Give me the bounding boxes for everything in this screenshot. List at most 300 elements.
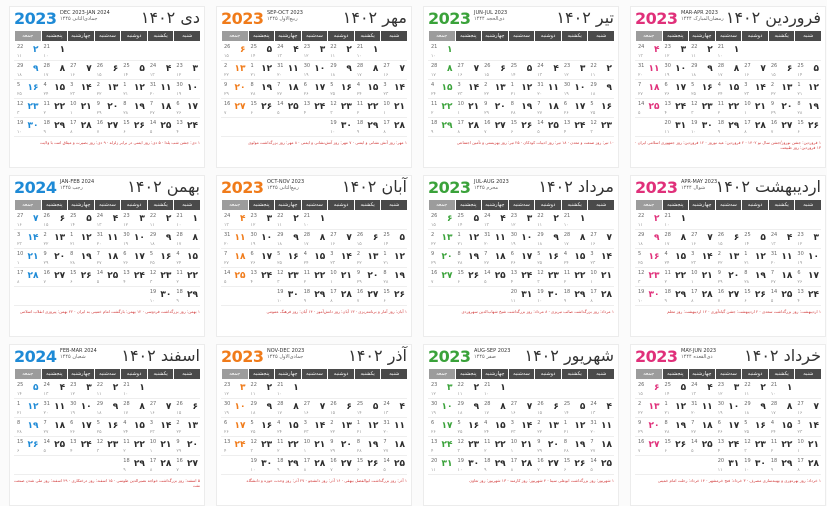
day-cell[interactable] — [302, 42, 328, 60]
day-cell[interactable] — [509, 287, 535, 305]
day-cell[interactable] — [15, 230, 41, 248]
day-cell[interactable] — [535, 99, 561, 117]
day-cell[interactable] — [482, 287, 508, 305]
day-cell[interactable] — [636, 249, 662, 267]
day-cell[interactable] — [509, 268, 535, 286]
day-cell[interactable] — [302, 437, 328, 455]
day-cell[interactable] — [302, 287, 328, 305]
day-cell[interactable] — [689, 230, 715, 248]
day-cell[interactable] — [795, 249, 821, 267]
day-cell[interactable] — [328, 249, 354, 267]
day-cell[interactable] — [328, 287, 354, 305]
day-cell[interactable] — [482, 99, 508, 117]
day-cell[interactable] — [456, 230, 482, 248]
day-cell[interactable] — [429, 99, 455, 117]
day-cell[interactable] — [174, 456, 200, 474]
day-cell[interactable] — [716, 99, 742, 117]
day-cell[interactable] — [588, 61, 614, 79]
day-cell[interactable] — [15, 437, 41, 455]
day-cell[interactable] — [275, 249, 301, 267]
day-cell[interactable] — [742, 399, 768, 417]
day-cell[interactable] — [95, 399, 121, 417]
day-cell[interactable] — [663, 456, 689, 474]
day-cell[interactable] — [249, 211, 275, 229]
day-cell[interactable] — [68, 456, 94, 474]
day-cell[interactable] — [636, 42, 662, 60]
day-cell[interactable] — [148, 456, 174, 474]
day-cell[interactable] — [456, 80, 482, 98]
day-cell[interactable] — [15, 42, 41, 60]
day-cell[interactable] — [636, 118, 662, 136]
day-cell[interactable] — [562, 99, 588, 117]
day-cell[interactable] — [68, 211, 94, 229]
day-cell[interactable] — [174, 42, 200, 60]
day-cell[interactable] — [456, 249, 482, 267]
day-cell[interactable] — [716, 456, 742, 474]
day-cell[interactable] — [562, 80, 588, 98]
day-cell[interactable] — [95, 249, 121, 267]
day-cell[interactable] — [249, 399, 275, 417]
day-cell[interactable] — [95, 80, 121, 98]
day-cell[interactable] — [509, 211, 535, 229]
day-cell[interactable] — [222, 42, 248, 60]
day-cell[interactable] — [663, 418, 689, 436]
day-cell[interactable] — [482, 80, 508, 98]
day-cell[interactable] — [302, 211, 328, 229]
day-cell[interactable] — [716, 268, 742, 286]
day-cell[interactable] — [482, 211, 508, 229]
day-cell[interactable] — [663, 437, 689, 455]
day-cell[interactable] — [742, 211, 768, 229]
day-cell[interactable] — [68, 61, 94, 79]
day-cell[interactable] — [535, 437, 561, 455]
day-cell[interactable] — [636, 380, 662, 398]
day-cell[interactable] — [381, 399, 407, 417]
day-cell[interactable] — [689, 418, 715, 436]
day-cell[interactable] — [15, 418, 41, 436]
day-cell[interactable] — [148, 211, 174, 229]
day-cell[interactable] — [275, 118, 301, 136]
day-cell[interactable] — [355, 230, 381, 248]
day-cell[interactable] — [381, 287, 407, 305]
day-cell[interactable] — [68, 80, 94, 98]
day-cell[interactable] — [275, 211, 301, 229]
day-cell[interactable] — [742, 380, 768, 398]
day-cell[interactable] — [769, 42, 795, 60]
day-cell[interactable] — [328, 380, 354, 398]
day-cell[interactable] — [429, 418, 455, 436]
day-cell[interactable] — [742, 230, 768, 248]
day-cell[interactable] — [663, 380, 689, 398]
day-cell[interactable] — [562, 230, 588, 248]
day-cell[interactable] — [249, 380, 275, 398]
day-cell[interactable] — [795, 80, 821, 98]
day-cell[interactable] — [509, 80, 535, 98]
day-cell[interactable] — [381, 99, 407, 117]
day-cell[interactable] — [689, 456, 715, 474]
day-cell[interactable] — [328, 61, 354, 79]
day-cell[interactable] — [174, 399, 200, 417]
day-cell[interactable] — [15, 268, 41, 286]
day-cell[interactable] — [121, 418, 147, 436]
day-cell[interactable] — [148, 380, 174, 398]
day-cell[interactable] — [222, 287, 248, 305]
day-cell[interactable] — [509, 118, 535, 136]
day-cell[interactable] — [42, 230, 68, 248]
day-cell[interactable] — [249, 287, 275, 305]
day-cell[interactable] — [222, 456, 248, 474]
day-cell[interactable] — [588, 80, 614, 98]
day-cell[interactable] — [742, 437, 768, 455]
day-cell[interactable] — [795, 287, 821, 305]
day-cell[interactable] — [482, 399, 508, 417]
day-cell[interactable] — [174, 268, 200, 286]
day-cell[interactable] — [769, 230, 795, 248]
day-cell[interactable] — [663, 99, 689, 117]
day-cell[interactable] — [42, 418, 68, 436]
day-cell[interactable] — [535, 380, 561, 398]
day-cell[interactable] — [68, 437, 94, 455]
day-cell[interactable] — [121, 80, 147, 98]
day-cell[interactable] — [328, 42, 354, 60]
day-cell[interactable] — [275, 456, 301, 474]
day-cell[interactable] — [275, 230, 301, 248]
day-cell[interactable] — [689, 437, 715, 455]
day-cell[interactable] — [636, 230, 662, 248]
day-cell[interactable] — [535, 249, 561, 267]
day-cell[interactable] — [795, 99, 821, 117]
day-cell[interactable] — [174, 437, 200, 455]
day-cell[interactable] — [509, 456, 535, 474]
day-cell[interactable] — [636, 456, 662, 474]
day-cell[interactable] — [381, 456, 407, 474]
day-cell[interactable] — [249, 80, 275, 98]
day-cell[interactable] — [121, 249, 147, 267]
day-cell[interactable] — [381, 437, 407, 455]
day-cell[interactable] — [588, 268, 614, 286]
day-cell[interactable] — [174, 118, 200, 136]
day-cell[interactable] — [42, 249, 68, 267]
day-cell[interactable] — [689, 61, 715, 79]
day-cell[interactable] — [795, 211, 821, 229]
day-cell[interactable] — [275, 287, 301, 305]
day-cell[interactable] — [588, 42, 614, 60]
day-cell[interactable] — [95, 61, 121, 79]
day-cell[interactable] — [429, 80, 455, 98]
day-cell[interactable] — [769, 99, 795, 117]
day-cell[interactable] — [42, 456, 68, 474]
day-cell[interactable] — [302, 380, 328, 398]
day-cell[interactable] — [588, 399, 614, 417]
day-cell[interactable] — [509, 42, 535, 60]
day-cell[interactable] — [456, 287, 482, 305]
day-cell[interactable] — [42, 287, 68, 305]
day-cell[interactable] — [716, 61, 742, 79]
day-cell[interactable] — [222, 61, 248, 79]
day-cell[interactable] — [15, 249, 41, 267]
day-cell[interactable] — [355, 249, 381, 267]
day-cell[interactable] — [535, 399, 561, 417]
day-cell[interactable] — [535, 118, 561, 136]
day-cell[interactable] — [769, 80, 795, 98]
day-cell[interactable] — [95, 99, 121, 117]
day-cell[interactable] — [562, 42, 588, 60]
day-cell[interactable] — [663, 61, 689, 79]
day-cell[interactable] — [588, 230, 614, 248]
day-cell[interactable] — [42, 268, 68, 286]
day-cell[interactable] — [121, 230, 147, 248]
day-cell[interactable] — [275, 380, 301, 398]
day-cell[interactable] — [636, 80, 662, 98]
day-cell[interactable] — [716, 230, 742, 248]
day-cell[interactable] — [68, 118, 94, 136]
day-cell[interactable] — [15, 211, 41, 229]
day-cell[interactable] — [636, 99, 662, 117]
day-cell[interactable] — [68, 42, 94, 60]
day-cell[interactable] — [249, 99, 275, 117]
day-cell[interactable] — [95, 287, 121, 305]
day-cell[interactable] — [769, 249, 795, 267]
day-cell[interactable] — [742, 80, 768, 98]
day-cell[interactable] — [562, 456, 588, 474]
day-cell[interactable] — [689, 80, 715, 98]
day-cell[interactable] — [42, 80, 68, 98]
day-cell[interactable] — [509, 380, 535, 398]
day-cell[interactable] — [249, 61, 275, 79]
day-cell[interactable] — [174, 80, 200, 98]
day-cell[interactable] — [302, 418, 328, 436]
day-cell[interactable] — [689, 399, 715, 417]
day-cell[interactable] — [174, 61, 200, 79]
day-cell[interactable] — [302, 399, 328, 417]
day-cell[interactable] — [174, 99, 200, 117]
day-cell[interactable] — [482, 42, 508, 60]
day-cell[interactable] — [769, 61, 795, 79]
day-cell[interactable] — [302, 118, 328, 136]
day-cell[interactable] — [742, 418, 768, 436]
day-cell[interactable] — [68, 287, 94, 305]
day-cell[interactable] — [636, 437, 662, 455]
day-cell[interactable] — [535, 456, 561, 474]
day-cell[interactable] — [42, 399, 68, 417]
day-cell[interactable] — [716, 380, 742, 398]
day-cell[interactable] — [249, 249, 275, 267]
day-cell[interactable] — [429, 456, 455, 474]
day-cell[interactable] — [328, 456, 354, 474]
day-cell[interactable] — [121, 437, 147, 455]
day-cell[interactable] — [769, 418, 795, 436]
day-cell[interactable] — [275, 268, 301, 286]
day-cell[interactable] — [535, 42, 561, 60]
day-cell[interactable] — [302, 249, 328, 267]
day-cell[interactable] — [249, 456, 275, 474]
day-cell[interactable] — [716, 118, 742, 136]
day-cell[interactable] — [68, 249, 94, 267]
day-cell[interactable] — [68, 230, 94, 248]
day-cell[interactable] — [174, 211, 200, 229]
day-cell[interactable] — [716, 399, 742, 417]
day-cell[interactable] — [148, 268, 174, 286]
day-cell[interactable] — [95, 118, 121, 136]
day-cell[interactable] — [482, 380, 508, 398]
day-cell[interactable] — [148, 399, 174, 417]
day-cell[interactable] — [429, 399, 455, 417]
day-cell[interactable] — [275, 437, 301, 455]
day-cell[interactable] — [663, 211, 689, 229]
day-cell[interactable] — [429, 118, 455, 136]
day-cell[interactable] — [15, 99, 41, 117]
day-cell[interactable] — [742, 249, 768, 267]
day-cell[interactable] — [769, 118, 795, 136]
day-cell[interactable] — [275, 80, 301, 98]
day-cell[interactable] — [15, 118, 41, 136]
day-cell[interactable] — [148, 80, 174, 98]
day-cell[interactable] — [509, 61, 535, 79]
day-cell[interactable] — [355, 99, 381, 117]
day-cell[interactable] — [742, 456, 768, 474]
day-cell[interactable] — [588, 456, 614, 474]
day-cell[interactable] — [381, 42, 407, 60]
day-cell[interactable] — [535, 268, 561, 286]
day-cell[interactable] — [795, 230, 821, 248]
day-cell[interactable] — [302, 99, 328, 117]
day-cell[interactable] — [429, 380, 455, 398]
day-cell[interactable] — [68, 380, 94, 398]
day-cell[interactable] — [535, 287, 561, 305]
day-cell[interactable] — [456, 42, 482, 60]
day-cell[interactable] — [381, 61, 407, 79]
day-cell[interactable] — [588, 249, 614, 267]
day-cell[interactable] — [663, 287, 689, 305]
day-cell[interactable] — [95, 42, 121, 60]
day-cell[interactable] — [689, 287, 715, 305]
day-cell[interactable] — [689, 118, 715, 136]
day-cell[interactable] — [275, 399, 301, 417]
day-cell[interactable] — [174, 380, 200, 398]
day-cell[interactable] — [222, 118, 248, 136]
day-cell[interactable] — [95, 268, 121, 286]
day-cell[interactable] — [429, 61, 455, 79]
day-cell[interactable] — [42, 61, 68, 79]
day-cell[interactable] — [121, 380, 147, 398]
day-cell[interactable] — [355, 42, 381, 60]
day-cell[interactable] — [562, 61, 588, 79]
day-cell[interactable] — [121, 399, 147, 417]
day-cell[interactable] — [174, 287, 200, 305]
day-cell[interactable] — [663, 80, 689, 98]
day-cell[interactable] — [429, 268, 455, 286]
day-cell[interactable] — [355, 437, 381, 455]
day-cell[interactable] — [42, 118, 68, 136]
day-cell[interactable] — [482, 118, 508, 136]
day-cell[interactable] — [769, 437, 795, 455]
day-cell[interactable] — [328, 418, 354, 436]
day-cell[interactable] — [429, 230, 455, 248]
day-cell[interactable] — [636, 399, 662, 417]
day-cell[interactable] — [742, 287, 768, 305]
day-cell[interactable] — [302, 456, 328, 474]
day-cell[interactable] — [68, 99, 94, 117]
day-cell[interactable] — [482, 249, 508, 267]
day-cell[interactable] — [95, 230, 121, 248]
day-cell[interactable] — [148, 118, 174, 136]
day-cell[interactable] — [716, 80, 742, 98]
day-cell[interactable] — [355, 61, 381, 79]
day-cell[interactable] — [509, 99, 535, 117]
day-cell[interactable] — [663, 42, 689, 60]
day-cell[interactable] — [174, 249, 200, 267]
day-cell[interactable] — [355, 418, 381, 436]
day-cell[interactable] — [148, 99, 174, 117]
day-cell[interactable] — [716, 211, 742, 229]
day-cell[interactable] — [535, 211, 561, 229]
day-cell[interactable] — [562, 287, 588, 305]
day-cell[interactable] — [482, 456, 508, 474]
day-cell[interactable] — [121, 211, 147, 229]
day-cell[interactable] — [509, 399, 535, 417]
day-cell[interactable] — [121, 268, 147, 286]
day-cell[interactable] — [121, 118, 147, 136]
day-cell[interactable] — [429, 42, 455, 60]
day-cell[interactable] — [381, 230, 407, 248]
day-cell[interactable] — [429, 437, 455, 455]
day-cell[interactable] — [222, 437, 248, 455]
day-cell[interactable] — [482, 418, 508, 436]
day-cell[interactable] — [769, 399, 795, 417]
day-cell[interactable] — [222, 418, 248, 436]
day-cell[interactable] — [509, 230, 535, 248]
day-cell[interactable] — [15, 61, 41, 79]
day-cell[interactable] — [249, 42, 275, 60]
day-cell[interactable] — [562, 211, 588, 229]
day-cell[interactable] — [689, 249, 715, 267]
day-cell[interactable] — [509, 437, 535, 455]
day-cell[interactable] — [663, 118, 689, 136]
day-cell[interactable] — [456, 399, 482, 417]
day-cell[interactable] — [328, 268, 354, 286]
day-cell[interactable] — [328, 230, 354, 248]
day-cell[interactable] — [121, 99, 147, 117]
day-cell[interactable] — [249, 418, 275, 436]
day-cell[interactable] — [222, 249, 248, 267]
day-cell[interactable] — [328, 399, 354, 417]
day-cell[interactable] — [222, 399, 248, 417]
day-cell[interactable] — [95, 456, 121, 474]
day-cell[interactable] — [482, 268, 508, 286]
day-cell[interactable] — [742, 99, 768, 117]
day-cell[interactable] — [68, 418, 94, 436]
day-cell[interactable] — [456, 118, 482, 136]
day-cell[interactable] — [795, 456, 821, 474]
day-cell[interactable] — [121, 287, 147, 305]
day-cell[interactable] — [222, 268, 248, 286]
day-cell[interactable] — [148, 418, 174, 436]
day-cell[interactable] — [15, 399, 41, 417]
day-cell[interactable] — [716, 437, 742, 455]
day-cell[interactable] — [482, 61, 508, 79]
day-cell[interactable] — [716, 249, 742, 267]
day-cell[interactable] — [456, 418, 482, 436]
day-cell[interactable] — [795, 437, 821, 455]
day-cell[interactable] — [381, 118, 407, 136]
day-cell[interactable] — [509, 249, 535, 267]
day-cell[interactable] — [222, 380, 248, 398]
day-cell[interactable] — [95, 418, 121, 436]
day-cell[interactable] — [509, 418, 535, 436]
day-cell[interactable] — [456, 437, 482, 455]
day-cell[interactable] — [716, 418, 742, 436]
day-cell[interactable] — [249, 268, 275, 286]
